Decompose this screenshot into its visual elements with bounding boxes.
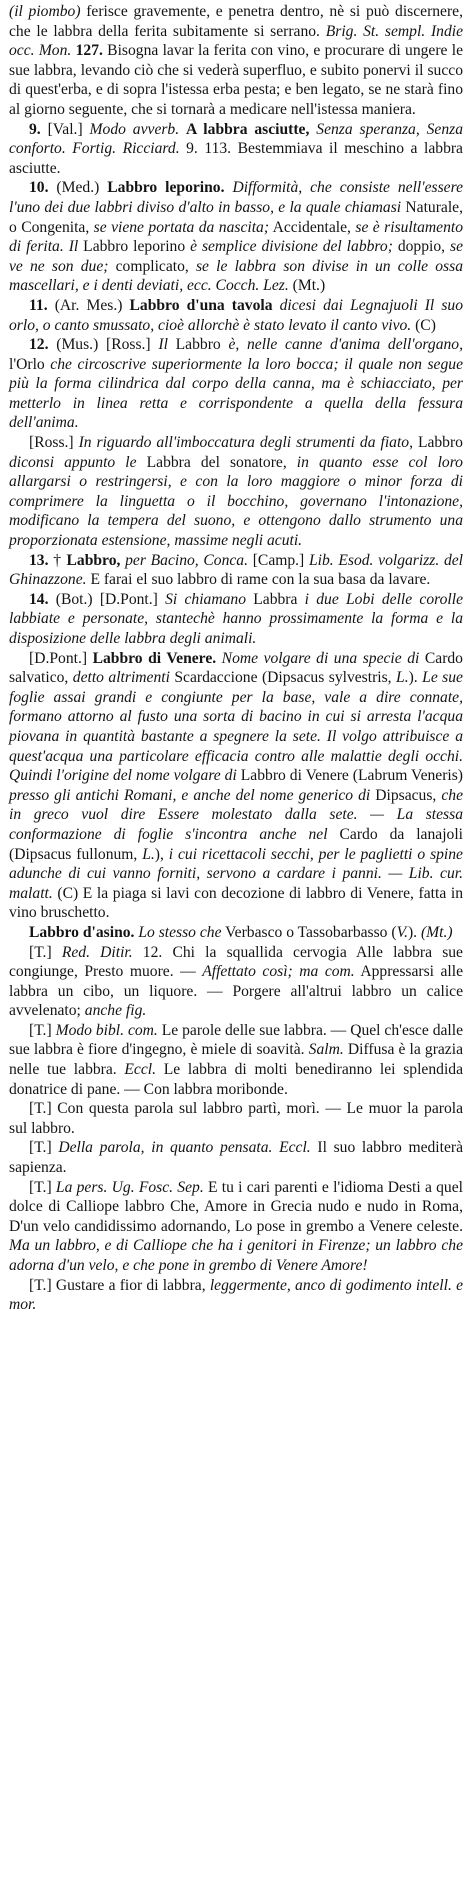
text-run: [Camp.] [248,551,309,569]
paragraph-cit-redi [9,943,463,1021]
text-run: (Med.) [48,179,108,197]
text-run: Labbro [167,336,229,354]
text-run: 12. Chi la squallida cervogia Alle labbra sue congiunge, Presto muore. — [9,943,463,981]
text-run: (Ar. Mes.) [47,296,130,314]
text-run: Modo avverb. [89,120,180,138]
text-run: è semplice divisione del labbro; [190,238,393,256]
text-run: ferisce gravemente, e penetra dentro, nè si può discernere, che le labbra della ferita subitamente si serrano. [9,3,463,40]
text-run: Diffusa è la grazia nelle tue labbra. [9,1041,463,1079]
text-run: ), [154,845,169,863]
text-run: Labbro leporino. [107,179,225,197]
text-run: Il suo labbro mediterà sapienza. [9,1139,463,1177]
text-run: (Mt.) [288,277,326,295]
text-run: Cardo da lanajoli (Dipsacus fullonum, [9,825,463,863]
text-run: Si chiamano [165,590,246,608]
text-run: Verbasco o Tassobarbasso ( [221,923,397,941]
paragraph-sense-13 [9,551,463,590]
text-run: (Mus.) [Ross.] [48,336,159,354]
text-run: [T.] [29,1139,59,1157]
text-run: è, nelle canne d'anima dell'organo, [228,336,463,354]
text-run: Labbro [412,434,463,452]
text-run: Naturale, o Congenita, [9,198,463,236]
text-run: Modo bibl. com. [55,1021,158,1039]
text-run: Labbra [246,590,305,608]
text-run: Le labbra di molti benediranno lei splendida donatrice di pane. — Con labbra moribonde. [9,1061,463,1098]
text-run: [T.] Gustare a fior di labbra, [29,1276,210,1294]
text-run [273,297,280,314]
text-run: Le sue foglie assai grandi e congiunte per la base, vale a dire connate, formano attorno al fusto una sorta di bacino in cui si arresta l'acqua piovana in quantità bastante a spegnere la sete. Il volgo attribuisce a quest'acqua una particolare efficacia contro alle malattie degli occhi. Quindi l'origine del nome volgare di [9,669,463,785]
text-run: Eccl. [124,1061,157,1079]
text-run: per Bacino, Conca. [125,551,249,569]
text-run: Cardo salvatico, [9,649,463,687]
text-run: Affettato così; ma com. [202,963,355,981]
paragraph-sense-asino [9,923,463,943]
paragraph-sense-10 [9,178,463,296]
text-run: E farai el suo labbro di rame con la sua basa da lavare. [86,571,431,589]
text-run: Salm. [308,1041,344,1059]
text-run: Labbro di Venere. [92,649,217,667]
text-run: anche fig. [84,1002,147,1020]
paragraph-entry-piombo [9,2,463,120]
paragraph-cit-bibl [9,1021,463,1099]
text-run: La pers. Ug. Fosc. Sep. [55,1178,204,1196]
text-run: [T.] [29,1178,56,1196]
paragraph-cit-parti [9,1099,463,1138]
text-run: (Mt.) [420,923,453,941]
text-run: Della parola, in quanto pensata. Eccl. [58,1139,311,1157]
text-run: 13. [29,551,49,569]
text-run: Labbro d'una tavola [129,296,273,314]
paragraph-sense-12-ross [9,433,463,551]
text-run: (C) [411,316,436,334]
text-run: A labbra asciutte, [186,120,310,138]
text-run: [Val.] [40,120,90,138]
paragraph-sense-12 [9,335,463,433]
text-run: Labbro di Venere (Labrum Veneris) [236,767,463,785]
paragraph-sense-14-dpont [9,649,463,923]
text-run: dicesi dai Legnajuoli Il suo orlo, o canto smussato, cioè allorchè è stato levato il canto vivo. [9,296,464,334]
text-run: ). [407,923,421,941]
text-run: (C) E la piaga si lavi con decozione di labbro di Venere, fatta in vino bruschetto. [9,884,463,922]
text-run: detto altrimenti [72,669,170,687]
text-run: Labbro, [66,551,121,569]
text-run: 9. [29,120,41,138]
text-run: Red. Ditir. [61,943,133,961]
text-run: Labbra del sonatore, [136,453,297,471]
text-run: E tu i cari parenti e l'idioma Desti a quel dolce di Calliope labbro Che, Amore in Grecia nudo e nudo in Roma, D'un velo candidissimo adornando, Lo pose in grembo a Venere celeste. [9,1178,463,1235]
text-run: leggermente, anco di godimento intell. e mor. [9,1276,464,1314]
text-run: (Bot.) [D.Pont.] [48,590,166,608]
text-run: [D.Pont.] [29,649,93,667]
text-run: che in greco vuol dire Essere molestato dalla sete. — La stessa conformazione di foglie s'incontra anche nel [9,786,463,843]
text-run: Bisogna lavar la ferita con vino, e procurare di ungere le sue labbra, levando ciò che si vederà superfluo, e subito ponervi il succo di quest'erba, e di sopra l'istessa erba pesta; e ben legato, se ne starà fino al giorno seguente, che si tornarà a medicare nell'istessa maniera. [9,42,463,118]
text-run: Lib. Esod. volgarizz. del Ghinazzone. [9,551,464,589]
text-run: Brig. St. sempl. Indie occ. Mon. [9,22,464,60]
text-run: Ma un labbro, e di Calliope che ha i genitori in Firenze; un labbro che adorna d'un velo, e che pone in grembo di Venere Amore! [9,1237,463,1274]
text-run: ). [408,669,423,687]
text-run: L. [142,845,155,863]
text-run: complicato, [108,257,196,275]
text-run: se è risultamento di ferita. Il [9,218,464,256]
text-run [179,121,186,138]
text-run: Le parole delle sue labbra. — Quel ch'esce dalle sue labbra è fiore d'ingegno, è miele di soavità. [9,1021,463,1059]
text-run: se ve ne son due; [9,238,463,275]
text-run: 12. [29,336,49,354]
text-run: Difformità, che consiste nell'essere l'uno dei due labbri diviso d'alto in basso, e la quale chiamasi [9,179,463,216]
text-run: 127. [75,42,103,60]
text-run: Lo stesso che [138,923,222,941]
paragraph-cit-foscolo [9,1178,463,1276]
text-run: V. [396,923,408,941]
text-run: [Ross.] [29,434,79,452]
text-run: [T.] Con questa parola sul labbro partì, morì. — Le muor la parola sul labbro. [9,1100,463,1137]
text-run: l'Orlo [9,355,51,373]
paragraph-cit-gustare [9,1276,463,1315]
text-run: [T.] [29,943,62,961]
paragraph-sense-9 [9,120,463,179]
text-run: se viene portata da nascita; [93,218,270,236]
paragraph-sense-11 [9,296,463,335]
text-run: Nome volgare di una specie di [221,649,420,667]
text-run: Labbro leporino [78,238,191,256]
text-run: 9. 113. Bestemmiava il meschino a labbra asciutte. [9,140,463,177]
text-run: Labbro d'asino. [29,923,135,941]
text-run: L. [396,669,409,687]
text-run: In riguardo all'imboccatura degli strumenti da fiato, [78,434,413,452]
text-run: i due Lobi delle corolle labbiate e personate, stantechè hanno prossimamente la forma e la disposizione delle labbra degli animali. [9,590,463,647]
text-run: 14. [29,590,49,608]
paragraph-cit-parola [9,1138,463,1177]
text-run: Accidentale, [269,218,356,236]
text-run: Scardaccione (Dipsacus sylvestris, [169,669,397,687]
text-run: doppio, [392,238,450,256]
text-run: se le labbra son divise in un colle ossa mascellari, e i denti deviati, ecc. Cocch. Lez. [9,257,463,295]
text-run: 11. [29,296,48,314]
paragraph-sense-14 [9,590,463,649]
text-run: 10. [29,179,49,197]
text-run: Appressarsi alle labbra un cibo, un liquore. — Porgere all'altrui labbro un calice avvelenato; [9,963,463,1020]
text-run: Senza speranza, Senza conforto. Fortig. Ricciard. [9,120,464,158]
text-run: diconsi appunto le [9,453,137,471]
text-run: Il [158,336,168,354]
text-run: Dipsacus, [370,786,442,804]
text-run: che circoscrive superiormente la loro bocca; il quale non segue più la forma cilindrica dal corpo della canna, ma è schiacciato, per metterlo in linea retta e corrispondente a quella della fessura dell'anima. [9,355,463,432]
text-run: † [48,551,67,569]
text-run: in quanto esse col loro allargarsi o restringersi, e con la loro maggiore o minor forza di comprimere la linguetta o il bocchino, governano l'intonazione, modificano la tempera del suono, e ottengono dallo strumento una proporzionata estensione, massime negli acuti. [9,453,463,550]
text-run: i cui ricettacoli secchi, per le paglietti o spine adunche di cui vanno forniti, servono a cardare i panni. — Lib. cur. malatt. [9,845,463,902]
text-run: [T.] [29,1021,56,1039]
text-run: (il piombo) [9,3,81,20]
text-run: presso gli antichi Romani, e anche del nome generico di [9,786,371,804]
